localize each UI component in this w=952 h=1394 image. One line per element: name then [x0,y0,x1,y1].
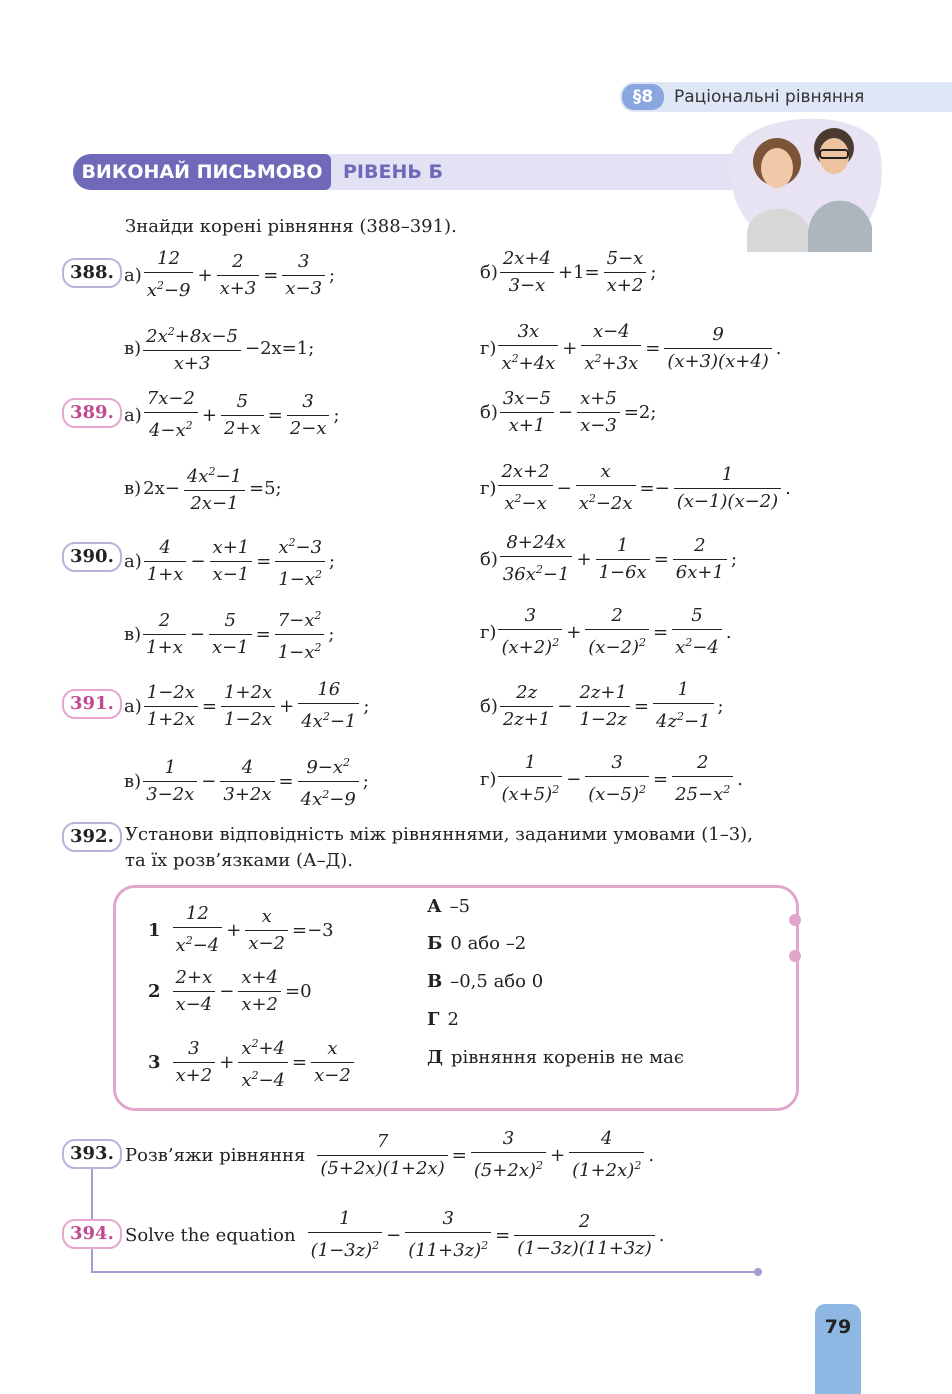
label-v: в) [124,771,142,792]
equation-388b: б) $\frac{2x+4}{3-x}$ +1= $\frac{5-x}{x+2}$ ; [480,248,657,296]
label-g: г) [480,768,497,790]
task393-text: Розв’яжи рівняння [125,1144,306,1166]
bracket-dot [754,1268,762,1276]
band-level: РІВЕНЬ Б [343,161,443,183]
label-a: а) [124,264,142,286]
page-number: 79 [815,1304,861,1394]
task392-text-line2: та їх розв’язками (А–Д). [125,850,353,871]
label-v: в) [124,477,142,499]
equation-389b: б) $\frac{3x-5}{x+1}$ − $\frac{x+5}{x-3}$ =2; [480,388,657,436]
equation-390v: в) $\frac{2}{1+x}$ − $\frac{5}{x-1}$ = $\frac{7-x^2}{1-x^2}$ ; [124,603,336,666]
equation-390g: г) $\frac{3}{(x+2)^2}$ + $\frac{2}{(x-2)^2}$ = $\frac{5}{x^2-4}$ . [480,605,732,658]
label-g: г) [480,477,497,499]
option-b: Б 0 або –2 [427,933,527,954]
problem-number: 394. [62,1219,122,1249]
matching-equation-1: 1 $\frac{12}{x^2-4}$ + $\frac{x}{x-2}$ =−3 [148,903,334,956]
label-b: б) [480,402,498,423]
label-a: а) [124,551,142,572]
label-b: б) [480,695,498,717]
equation-388v: в) $\frac{2x^2+8x-5}{x+3}$ −2x=1; [124,319,316,377]
matching-equation-2: 2 $\frac{2+x}{x-4}$ − $\frac{x+4}{x+2}$ =0 [148,967,312,1015]
box-dot [789,914,801,926]
section-title: Раціональні рівняння [674,87,865,107]
band-title: ВИКОНАЙ ПИСЬМОВО [73,154,331,190]
label-b: б) [480,548,498,570]
label-g: г) [480,337,497,359]
problem-number: 389. [62,398,122,428]
equation-391a: а) $\frac{1-2x}{1+2x}$ = $\frac{1+2x}{1-2x}$ + $\frac{16}{4x^2-1}$ ; [124,679,370,732]
students-photo [722,112,882,257]
section-badge: §8 [622,84,664,110]
option-v: В –0,5 або 0 [427,971,544,992]
problem-number: 393. [62,1139,122,1169]
label-v: в) [124,337,142,359]
intro-text: Знайди корені рівняння (388–391). [125,216,457,237]
box-dot [789,950,801,962]
label-a: а) [124,404,142,426]
matching-equation-3: 3 $\frac{3}{x+2}$ + $\frac{x^2+4}{x^2-4}$ = $\frac{x}{x-2}$ [148,1031,356,1094]
equation-390b: б) $\frac{8+24x}{36x^2-1}$ + $\frac{1}{1-6x}$ = $\frac{2}{6x+1}$ ; [480,532,738,585]
problem-number: 392. [62,822,122,852]
option-d: Д рівняння коренів не має [427,1047,684,1068]
task392-text-line1: Установи відповідність між рівняннями, заданими умовами (1–3), [125,824,753,845]
option-a: А –5 [427,896,471,917]
label-a: а) [124,695,142,717]
equation-393: Розв’яжи рівняння $\frac{7}{(5+2x)(1+2x)}$ = $\frac{3}{(5+2x)^2}$ + $\frac{4}{(1+2x)^2}$ . [125,1128,655,1181]
equation-389a: а) $\frac{7x-2}{4-x^2}$ + $\frac{5}{2+x}$ = $\frac{3}{2-x}$ ; [124,388,340,441]
equation-391g: г) $\frac{1}{(x+5)^2}$ − $\frac{3}{(x-5)^2}$ = $\frac{2}{25-x^2}$ . [480,752,743,805]
equation-394: Solve the equation $\frac{1}{(1-3z)^2}$ − $\frac{3}{(11+3z)^2}$ = $\frac{2}{(1-3z)(11+3z)}$ . [125,1208,665,1261]
option-g: Г 2 [427,1009,459,1030]
label-v: в) [124,624,142,645]
problem-number: 390. [62,542,122,572]
equation-388a: а) $\frac{12}{x^2-9}$ + $\frac{2}{x+3}$ = $\frac{3}{x-3}$ ; [124,248,336,301]
label-b: б) [480,262,498,283]
problem-number: 391. [62,689,122,719]
equation-389g: г) $\frac{2x+2}{x^2-x}$ − $\frac{x}{x^2-2x}$ =− $\frac{1}{(x-1)(x-2)}$ . [480,461,791,514]
equation-390a: а) $\frac{4}{1+x}$ − $\frac{x+1}{x-1}$ = $\frac{x^2-3}{1-x^2}$ ; [124,530,337,593]
label-g: г) [480,621,497,643]
task394-text: Solve the equation [125,1224,296,1246]
equation-391b: б) $\frac{2z}{2z+1}$ − $\frac{2z+1}{1-2z}$ = $\frac{1}{4z^2-1}$ ; [480,679,724,732]
equation-391v: в) $\frac{1}{3-2x}$ − $\frac{4}{3+2x}$ = $\frac{9-x^2}{4x^2-9}$ ; [124,750,371,813]
bracket-line [91,1271,759,1273]
problem-number: 388. [62,258,122,288]
equation-389v: в) 2x− $\frac{4x^2-1}{2x-1}$ =5; [124,459,284,517]
equation-388g: г) $\frac{3x}{x^2+4x}$ + $\frac{x-4}{x^2+3x}$ = $\frac{9}{(x+3)(x+4)}$ . [480,321,782,374]
